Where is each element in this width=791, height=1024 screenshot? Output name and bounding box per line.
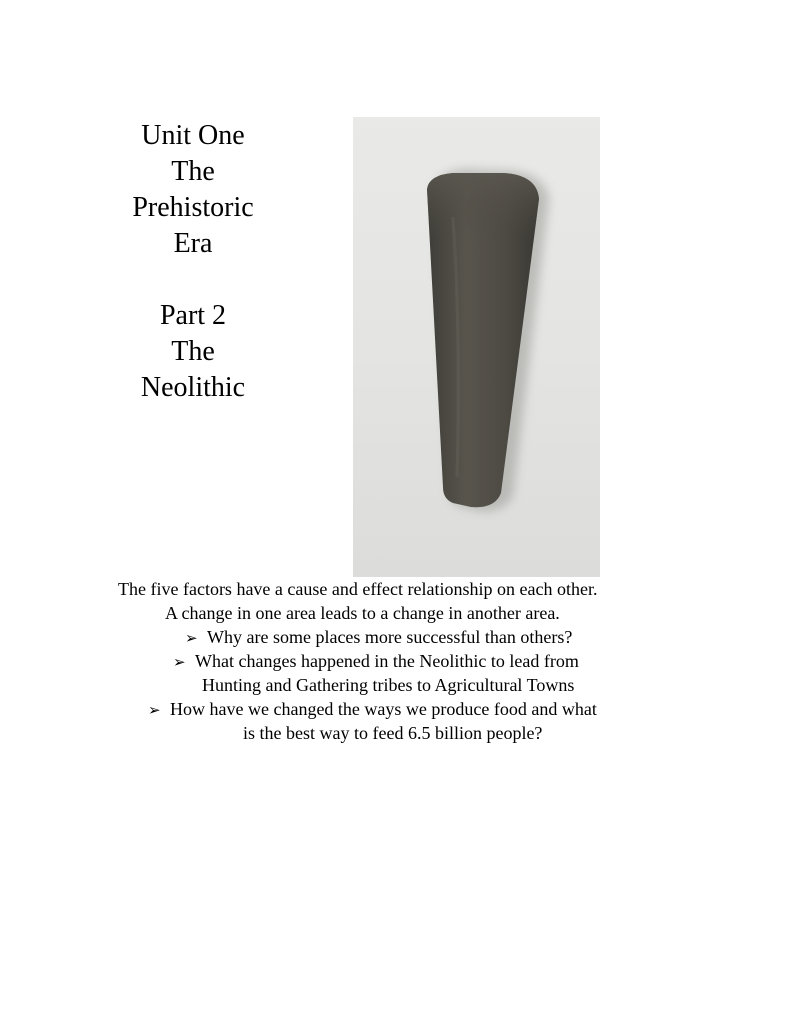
title-line-4: Era — [173, 228, 213, 259]
bullet-item — [173, 649, 579, 674]
stone-axe-photo — [353, 117, 600, 577]
bullet-item — [148, 697, 597, 722]
title-line-1: Unit One — [141, 120, 245, 151]
intro-line-2: A change in one area leads to a change in another area. — [165, 603, 560, 623]
title-line-3: Prehistoric — [132, 192, 254, 223]
bullet-text: Why are some places more successful than others? — [207, 627, 573, 647]
arrow-bullet-icon: ➢ — [185, 629, 198, 647]
title-spacer — [98, 262, 288, 298]
part-line-1: Part 2 — [159, 300, 227, 331]
part-line-3: Neolithic — [140, 372, 246, 403]
page-title — [98, 118, 288, 406]
bullet-text: What changes happened in the Neolithic to lead from — [195, 651, 579, 671]
bullet-continuation: is the best way to feed 6.5 billion people? — [243, 723, 543, 743]
part-line-2: The — [171, 336, 215, 367]
bullet-continuation: Hunting and Gathering tribes to Agricultural Towns — [202, 675, 575, 695]
bullet-text: How have we changed the ways we produce food and what — [170, 699, 597, 719]
bullet-item — [185, 625, 572, 650]
title-line-2: The — [171, 156, 215, 187]
stone-axe-illustration — [353, 117, 600, 577]
intro-line-1: The five factors have a cause and effect relationship on each other. — [118, 579, 598, 599]
arrow-bullet-icon: ➢ — [148, 701, 161, 719]
arrow-bullet-icon: ➢ — [173, 653, 186, 671]
